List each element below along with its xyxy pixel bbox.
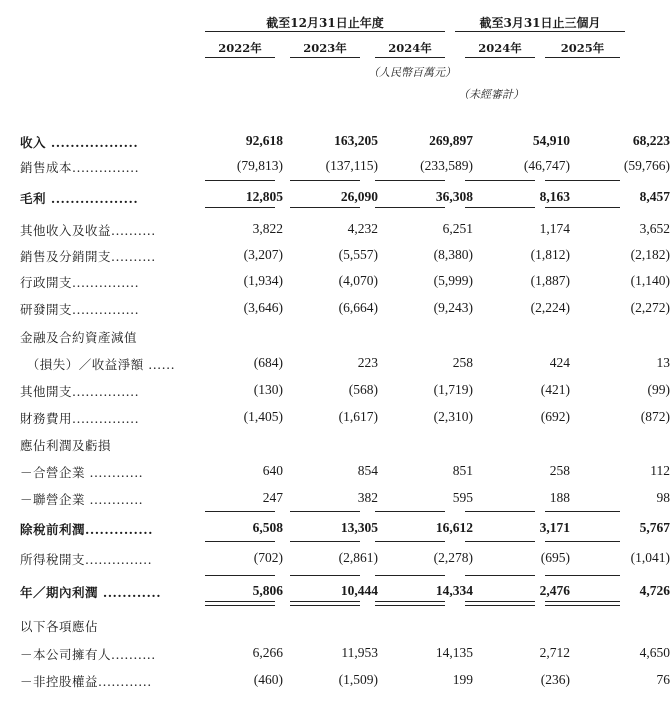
row-value: (568) — [348, 382, 378, 397]
table-row — [20, 352, 670, 374]
row-value: 5,806 — [252, 583, 283, 598]
row-value: 11,953 — [341, 645, 378, 660]
row-label: 銷售及分銷開支.......... — [20, 249, 156, 264]
row-value: 92,618 — [245, 133, 283, 148]
row-value: (9,243) — [433, 300, 473, 315]
table-row — [20, 244, 670, 266]
row-label: 年／期內利潤 ............ — [20, 585, 162, 600]
row-value: 68,223 — [632, 133, 670, 148]
row-value: 16,612 — [435, 520, 473, 535]
row-label: 其他開支............... — [20, 384, 140, 399]
row-value: 8,163 — [539, 189, 570, 204]
row-label: －聯營企業 ............ — [20, 492, 144, 507]
table-row — [20, 270, 670, 292]
row-value: (5,999) — [433, 273, 473, 288]
row-value: (6,664) — [338, 300, 378, 315]
row-value: (3,646) — [243, 300, 283, 315]
row-value: 10,444 — [340, 583, 378, 598]
table-row — [20, 325, 620, 347]
row-value: 13 — [656, 355, 670, 370]
row-value: (1,812) — [530, 247, 570, 262]
row-value: 163,205 — [334, 133, 378, 148]
row-value: (233,589) — [420, 158, 473, 173]
row-value: (872) — [640, 409, 670, 424]
table-row — [20, 614, 620, 636]
row-value: 2,712 — [539, 645, 570, 660]
row-value: (1,719) — [433, 382, 473, 397]
row-value: 54,910 — [532, 133, 570, 148]
table-row — [20, 218, 670, 240]
year-rule — [205, 57, 275, 58]
row-value: 5,767 — [639, 520, 670, 535]
row-value: (4,070) — [338, 273, 378, 288]
row-label: 應佔利潤及虧損 — [20, 438, 112, 453]
row-label: 財務費用............... — [20, 411, 140, 426]
annual-header-rule — [205, 31, 445, 32]
row-label: －非控股權益............ — [20, 674, 152, 689]
year-header-2024-q: 2024年 — [478, 41, 522, 55]
row-value: 247 — [262, 490, 283, 505]
row-value: 8,457 — [639, 189, 670, 204]
year-header-2023: 2023年 — [303, 41, 347, 55]
year-rule — [290, 57, 360, 58]
row-value: (2,272) — [630, 300, 670, 315]
row-value: (137,115) — [325, 158, 378, 173]
row-value: 3,652 — [639, 221, 670, 236]
row-label: 行政開支............... — [20, 275, 140, 290]
row-value: (130) — [253, 382, 283, 397]
row-label: 銷售成本............... — [20, 160, 140, 175]
row-value: (692) — [540, 409, 570, 424]
row-value: 4,650 — [639, 645, 670, 660]
row-value: 851 — [452, 463, 473, 478]
row-value: (5,557) — [338, 247, 378, 262]
row-value: 640 — [262, 463, 283, 478]
table-row — [20, 580, 670, 602]
row-label: 金融及合約資產減值 — [20, 330, 138, 345]
year-header-2025-q: 2025年 — [560, 41, 605, 55]
table-row — [20, 547, 670, 569]
row-label: 所得稅開支............... — [20, 552, 153, 567]
unit-note: （人民幣百萬元） — [368, 66, 456, 79]
row-value: 3,822 — [252, 221, 283, 236]
row-value: 269,897 — [429, 133, 473, 148]
year-rule — [375, 57, 445, 58]
table-row — [20, 433, 620, 455]
row-value: (99) — [647, 382, 670, 397]
row-value: 258 — [549, 463, 570, 478]
table-row — [20, 297, 670, 319]
year-header-2022: 2022年 — [218, 41, 262, 55]
row-value: 112 — [650, 463, 670, 478]
table-row — [20, 130, 670, 152]
row-value: (79,813) — [236, 158, 283, 173]
quarter-period-header: 截至3月31日止三個月 — [479, 16, 601, 30]
row-value: (1,509) — [338, 672, 378, 687]
row-value: 424 — [549, 355, 570, 370]
table-row — [20, 642, 670, 664]
row-label: －本公司擁有人.......... — [20, 647, 156, 662]
unaudited-note: （未經審計） — [458, 88, 524, 101]
row-value: 98 — [656, 490, 670, 505]
row-value: (460) — [253, 672, 283, 687]
row-value: (2,224) — [530, 300, 570, 315]
table-row — [20, 406, 670, 428]
row-value: 3,171 — [539, 520, 570, 535]
table-row — [20, 669, 670, 691]
table-row — [20, 186, 670, 208]
row-value: (684) — [253, 355, 283, 370]
year-rule — [465, 57, 535, 58]
row-label: －合營企業 ............ — [20, 465, 144, 480]
row-value: (702) — [253, 550, 283, 565]
table-row — [20, 155, 670, 177]
row-value: 76 — [656, 672, 670, 687]
row-label: 毛利 .................. — [20, 191, 139, 206]
annual-period-header: 截至12月31日止年度 — [266, 16, 384, 30]
row-value: 223 — [357, 355, 378, 370]
row-value: (1,405) — [243, 409, 283, 424]
row-label: （損失）／收益淨額 ...... — [20, 357, 176, 372]
row-value: 13,305 — [340, 520, 378, 535]
row-value: (1,934) — [243, 273, 283, 288]
row-value: (1,887) — [530, 273, 570, 288]
table-row — [20, 379, 670, 401]
row-label: 以下各項應佔 — [20, 619, 99, 634]
year-rule — [545, 57, 620, 58]
row-value: 6,508 — [252, 520, 283, 535]
row-label: 研發開支............... — [20, 302, 140, 317]
quarter-header-rule — [455, 31, 625, 32]
row-value: (236) — [540, 672, 570, 687]
row-label: 其他收入及收益.......... — [20, 223, 156, 238]
row-value: 14,135 — [435, 645, 473, 660]
row-value: (2,278) — [433, 550, 473, 565]
row-value: 258 — [452, 355, 473, 370]
row-value: 6,266 — [252, 645, 283, 660]
row-value: 12,805 — [245, 189, 283, 204]
row-value: 188 — [549, 490, 570, 505]
row-value: 199 — [452, 672, 473, 687]
row-value: 382 — [357, 490, 378, 505]
row-value: (1,617) — [338, 409, 378, 424]
table-row — [20, 517, 670, 539]
row-value: (2,310) — [433, 409, 473, 424]
row-value: (1,041) — [630, 550, 670, 565]
row-value: 854 — [357, 463, 378, 478]
row-value: 2,476 — [539, 583, 570, 598]
row-value: (695) — [540, 550, 570, 565]
row-value: 26,090 — [340, 189, 378, 204]
table-row — [20, 460, 670, 482]
row-value: (3,207) — [243, 247, 283, 262]
row-value: 595 — [452, 490, 473, 505]
year-header-2024: 2024年 — [388, 41, 432, 55]
row-value: 36,308 — [435, 189, 473, 204]
row-value: 6,251 — [442, 221, 473, 236]
row-label: 除稅前利潤.............. — [20, 522, 153, 537]
row-value: (1,140) — [630, 273, 670, 288]
row-value: (59,766) — [623, 158, 670, 173]
row-value: 4,726 — [639, 583, 670, 598]
row-value: (8,380) — [433, 247, 473, 262]
row-value: (2,182) — [630, 247, 670, 262]
row-value: (46,747) — [523, 158, 570, 173]
row-value: 1,174 — [539, 221, 570, 236]
table-row — [20, 487, 670, 509]
row-label: 收入 .................. — [20, 135, 139, 150]
row-value: 14,334 — [435, 583, 473, 598]
row-value: (421) — [540, 382, 570, 397]
row-value: (2,861) — [338, 550, 378, 565]
row-value: 4,232 — [347, 221, 378, 236]
